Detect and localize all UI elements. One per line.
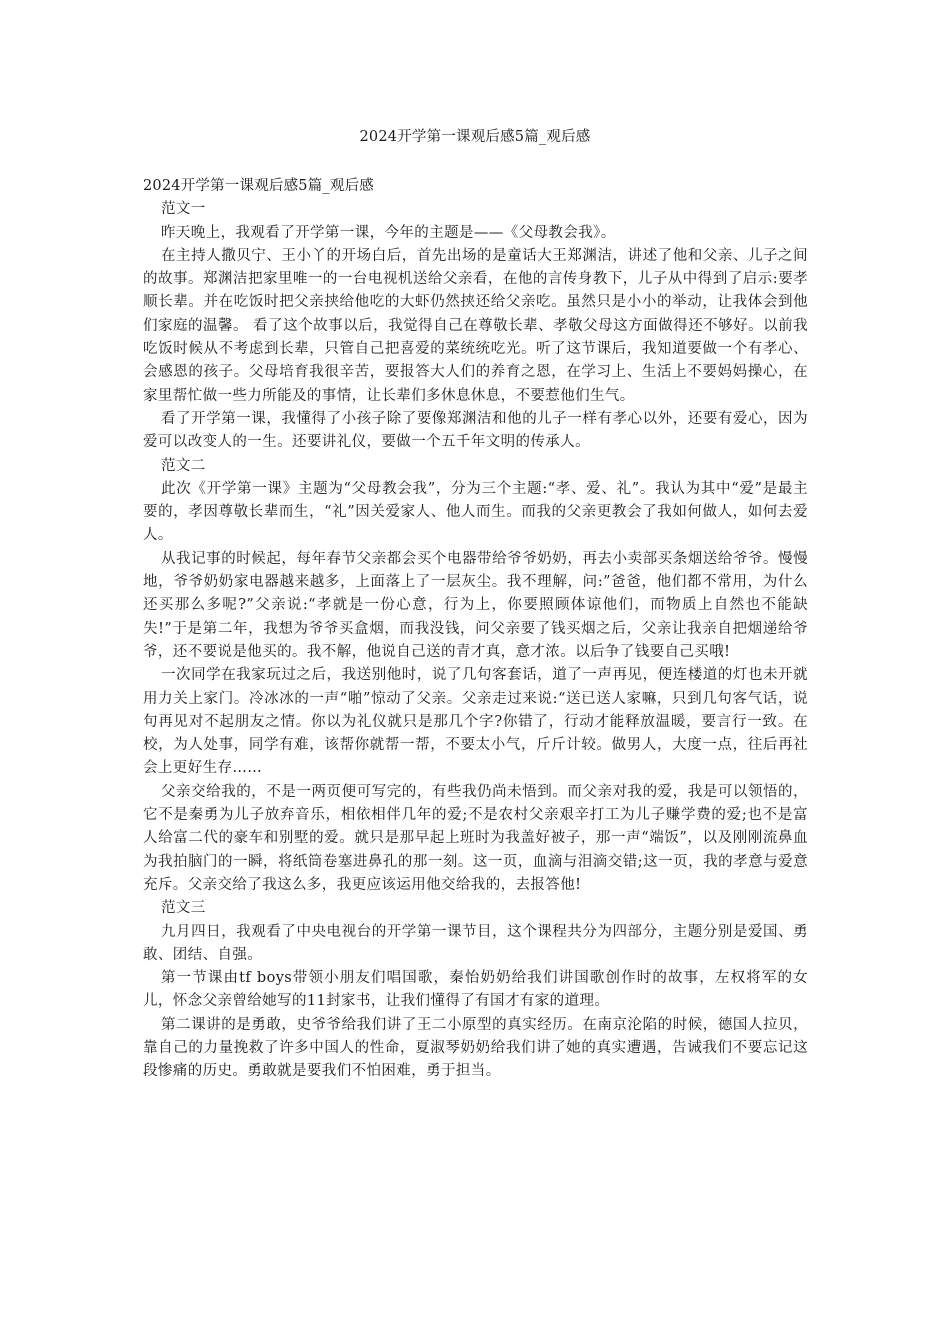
paragraph: 在主持人撒贝宁、王小丫的开场白后，首先出场的是童话大王郑渊洁，讲述了他和父亲、儿子之间的故事。郑渊洁把家里唯一的一台电视机送给父亲看，在他的言传身教下，儿子从中得到了启示:要孝顺长辈。并在吃饭时把父亲挟给他吃的大虾仍然挟还给父亲吃。虽然只是小小的举动，让我体会到他们家庭的温馨。 看了这个故事以后，我觉得自己在尊敬长辈、孝敬父母这方面做得还不够好。以前我吃饭时候从不考虑到长辈，只管自己把喜爱的菜统统吃光。听了这节课后，我知道要做一个有孝心、会感恩的孩子。父母培育我很辛苦，要报答大人们的养育之恩，在学习上、生活上不要妈妈操心，在家里帮忙做一些力所能及的事情，让长辈们多休息休息，不要惹他们生气。 [143, 247, 808, 404]
paragraph: 昨天晚上，我观看了开学第一课，今年的主题是——《父母教会我》。 [161, 224, 616, 241]
paragraph: 父亲交给我的，不是一两页便可写完的，有些我仍尚未悟到。而父亲对我的爱，我是可以领悟的，它不是秦勇为儿子放弃音乐，相依相伴几年的爱;不是农村父亲艰辛打工为儿子赚学费的爱;也不是富人给富二代的豪车和别墅的爱。就只是那早起上班时为我盖好被子，那一声“端饭”，以及刚刚流鼻血为我拍脑门的一瞬，将纸筒卷塞进鼻孔的那一刻。这一页，血滴与泪滴交错;这一页，我的孝意与爱意充斥。父亲交给了我这么多，我更应该运用他交给我的，去报答他! [143, 783, 808, 893]
paragraph: 一次同学在我家玩过之后，我送别他时，说了几句客套话，道了一声再见，便连楼道的灯也未开就用力关上家门。冷冰冰的一声“啪”惊动了父亲。父亲走过来说:“送已送人家嘛，只到几句客气话，说句再见对不起朋友之情。你以为礼仪就只是那几个字?你错了，行动才能释放温暖，要言行一致。在校，为人处事，同学有难，该帮你就帮一帮，不要太小气，斤斤计较。做男人，大度一点，往后再社会上更好生存…… [143, 667, 808, 777]
paragraph: 第一节课由tf boys带领小朋友们唱国歌，秦怡奶奶给我们讲国歌创作时的故事，左权将军的女儿，怀念父亲曾给她写的11封家书，让我们懂得了有国才有家的道理。 [143, 970, 808, 1010]
paragraph: 九月四日，我观看了中央电视台的开学第一课节目，这个课程共分为四部分，主题分别是爱国、勇敢、团结、自强。 [143, 923, 808, 963]
document-body [143, 175, 808, 1084]
section-heading-3: 范文三 [161, 900, 206, 917]
section-heading-2: 范文二 [161, 457, 206, 474]
section-heading-1: 范文一 [161, 201, 206, 218]
paragraph: 从我记事的时候起，每年春节父亲都会买个电器带给爷爷奶奶，再去小卖部买条烟送给爷爷。慢慢地，爷爷奶奶家电器越来越多，上面落上了一层灰尘。我不理解，问:”爸爸，他们都不常用，为什么还买那么多呢?”父亲说:“孝就是一份心意，行为上，你要照顾体谅他们，而物质上自然也不能缺失!”于是第二年，我想为爷爷买盒烟，而我没钱，问父亲要了钱买烟之后，父亲让我亲自把烟递给爷爷，还不要说是他买的。我不解，他说自己送的青才真，意才浓。以后争了钱要自己买哦! [143, 550, 808, 660]
document-subtitle: 2024开学第一课观后感5篇_观后感 [143, 178, 374, 194]
paragraph: 此次《开学第一课》主题为“父母教会我”，分为三个主题:“孝、爱、礼”。我认为其中“爱”是最主要的，孝因尊敬长辈而生，“礼”因关爱家人、他人而生。而我的父亲更教会了我如何做人，如何去爱人。 [143, 480, 808, 544]
document-title: 2024开学第一课观后感5篇_观后感 [359, 129, 591, 145]
paragraph: 第二课讲的是勇敢，史爷爷给我们讲了王二小原型的真实经历。在南京沦陷的时候，德国人拉贝，靠自己的力量挽救了许多中国人的性命，夏淑琴奶奶给我们讲了她的真实遭遇，告诫我们不要忘记这段惨痛的历史。勇敢就是要我们不怕困难，勇于担当。 [143, 1016, 808, 1080]
paragraph: 看了开学第一课，我懂得了小孩子除了要像郑渊洁和他的儿子一样有孝心以外，还要有爱心，因为爱可以改变人的一生。还要讲礼仪，要做一个五千年文明的传承人。 [143, 410, 808, 451]
